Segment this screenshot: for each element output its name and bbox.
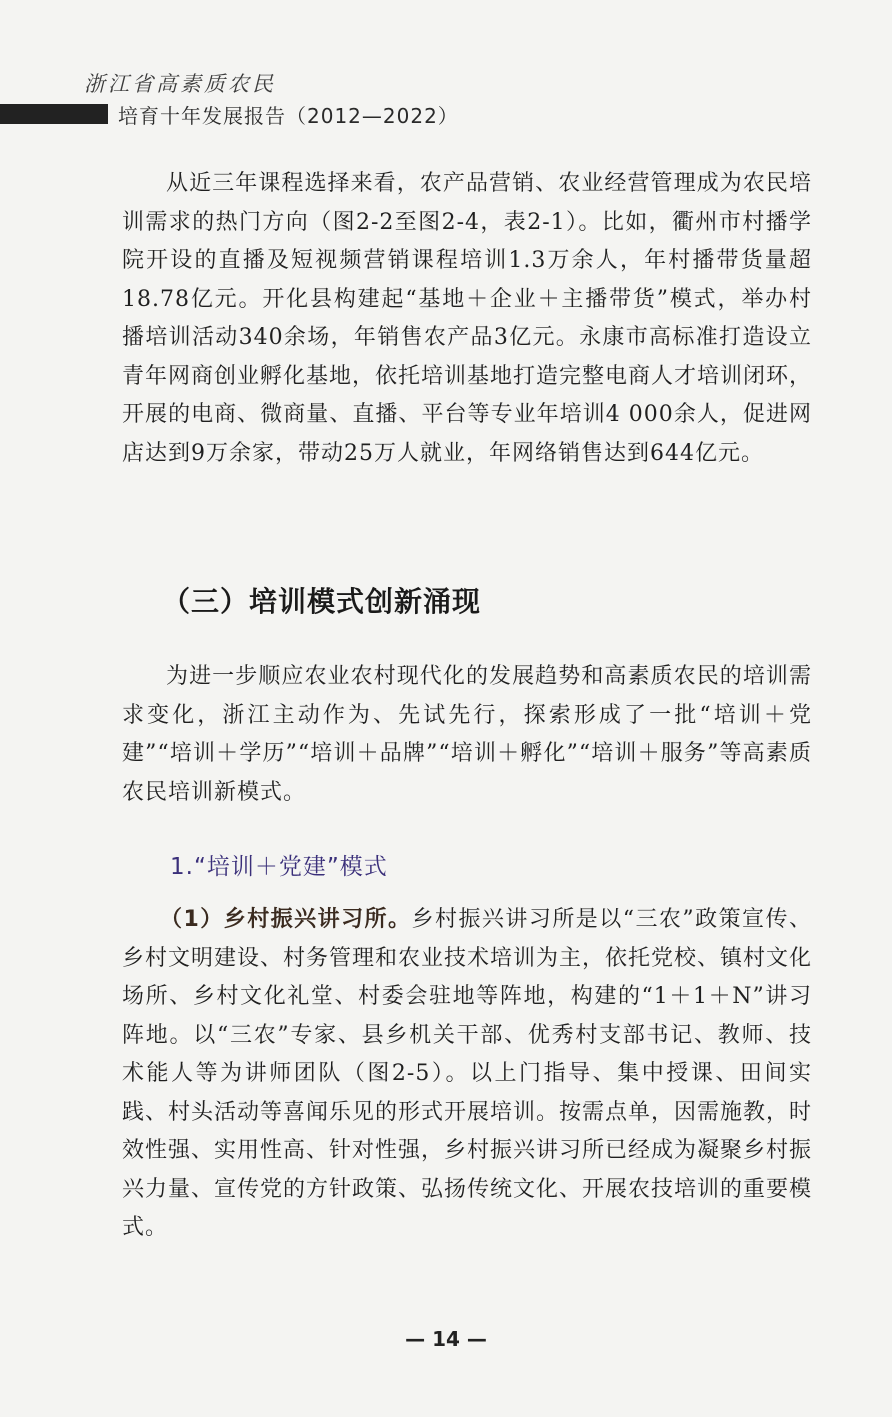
paragraph-training-models: 为进一步顺应农业农村现代化的发展趋势和高素质农民的培训需求变化，浙江主动作为、先试先行，探索形成了一批“培训＋党建”“培训＋学历”“培训＋品牌”“培训＋孵化”“培训＋服务”等高素质农民培训新模式。: [122, 664, 812, 805]
header-bar: [0, 104, 108, 124]
paragraph-lead-term: （1）乡村振兴讲习所。: [160, 907, 412, 932]
section-heading: （三）培训模式创新涌现: [162, 585, 482, 618]
running-header-title: 浙江省高素质农民: [84, 72, 276, 96]
page-number: — 14 —: [405, 1327, 487, 1351]
paragraph-course-selection: 从近三年课程选择来看，农产品营销、农业经营管理成为农民培训需求的热门方向（图2-2至图2-4，表2-1）。比如，衢州市村播学院开设的直播及短视频营销课程培训1.3万余人，年村播带货量超18.78亿元。开化县构建起“基地＋企业＋主播带货”模式，举办村播培训活动340余场，年销售农产品3亿元。永康市高标准打造设立青年网商创业孵化基地，依托培训基地打造完整电商人才培训闭环，开展的电商、微商量、直播、平台等专业年培训4 000余人，促进网店达到9万余家，带动25万人就业，年网络销售达到644亿元。: [122, 171, 813, 466]
paragraph-body-text: 乡村振兴讲习所是以“三农”政策宣传、乡村文明建设、村务管理和农业技术培训为主，依托党校、镇村文化场所、乡村文化礼堂、村委会驻地等阵地，构建的“1＋1＋N”讲习阵地。以“三农”专家、县乡机关干部、优秀村支部书记、教师、技术能人等为讲师团队（图2-5）。以上门指导、集中授课、田间实践、村头活动等喜闻乐见的形式开展培训。按需点单，因需施教，时效性强、实用性高、针对性强，乡村振兴讲习所已经成为凝聚乡村振兴力量、宣传党的方针政策、弘扬传统文化、开展农技培训的重要模式。: [122, 907, 813, 1240]
paragraph-lecture-institute: [122, 901, 812, 1248]
sub-heading: 1.“培训＋党建”模式: [170, 854, 388, 880]
running-header-subtitle: 培育十年发展报告（2012—2022）: [118, 104, 459, 128]
